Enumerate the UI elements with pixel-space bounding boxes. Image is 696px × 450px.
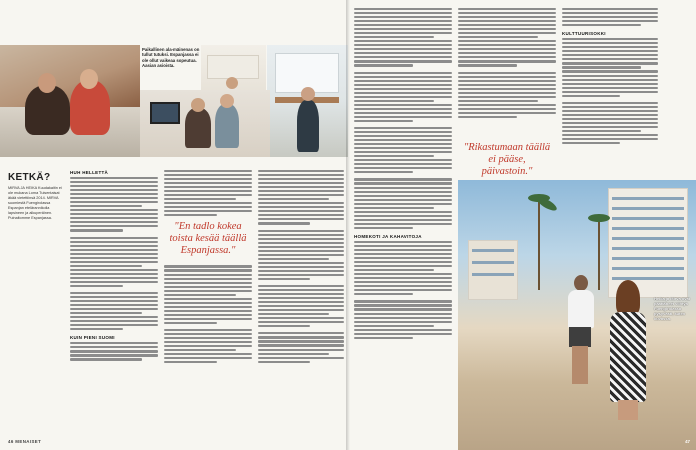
body-text-block	[258, 170, 344, 225]
body-text-block	[354, 72, 452, 122]
cafe-photo	[267, 45, 348, 157]
body-text-block	[458, 8, 556, 67]
pull-quote: "En tadlo kokea toista kesää täällä Espanjassa."	[169, 221, 247, 257]
page-folio-left: 46 MENAISET	[8, 439, 42, 444]
section-heading: KULTTUURISOKKI	[562, 31, 606, 37]
photo-caption-right: Heika ja Mirva ovat päättäneet viihtyä Fuengirolassa pysyvästi, kuten kuvassa.	[654, 296, 691, 321]
body-text-block	[354, 127, 452, 173]
sidebar-text: MIRVA JA HEIKA Kuudakaitin ei ole mukana Loma Tuisentaisat äkää vietettiinsä 2014. MIRVA suomiestä Fuengirolassa Espanjan etelärannikolla lapsineen ja alkuperäinen. Puinaltomme Espanjassa.	[8, 186, 62, 220]
body-column-5	[458, 8, 556, 123]
body-text-block	[562, 102, 658, 144]
woman-figure	[608, 280, 648, 420]
body-column-2	[164, 170, 252, 368]
page-folio-right: 47	[685, 439, 690, 444]
photo-caption-top: Paikallinen ala-mäinenas on tullut tutuksi. Espanjassa ei ole ollut vaikeaa sopeutua. Aasian asioista.	[142, 47, 200, 69]
body-text-block	[70, 342, 158, 360]
body-text-block	[562, 38, 658, 97]
body-column-1	[70, 170, 158, 366]
page-gutter	[346, 0, 350, 450]
section-heading: HOMEKOTI JA KAHAVITOJA	[354, 233, 422, 239]
body-text-block	[354, 8, 452, 67]
pull-quote-right: "Rikastumaan täällä ei pääse, päivastoin."	[463, 142, 551, 178]
body-text-block	[258, 230, 344, 280]
body-text-block	[354, 178, 452, 228]
body-text-block	[70, 292, 158, 330]
computer-photo	[140, 90, 270, 157]
body-text-block	[164, 329, 252, 363]
body-text-block	[164, 170, 252, 216]
couple-on-sofa-photo	[0, 45, 140, 157]
body-text-block	[258, 332, 344, 362]
section-heading: HUH HELLETTÄ	[70, 170, 109, 175]
body-text-block	[458, 72, 556, 118]
body-column-4	[354, 8, 452, 344]
body-column-6	[562, 8, 658, 149]
right-page	[348, 0, 696, 450]
body-text-block	[562, 8, 658, 26]
body-column-3	[258, 170, 344, 368]
body-text-block	[164, 265, 252, 324]
body-text-block	[354, 241, 452, 296]
body-text-block	[258, 285, 344, 327]
man-figure	[566, 275, 594, 385]
body-text-block	[70, 237, 158, 287]
body-text-block	[354, 300, 452, 338]
section-heading: KUIN PIENI SUOMI	[70, 335, 115, 341]
sidebar-title: KETKÄ?	[8, 172, 51, 183]
body-text-block	[70, 177, 158, 232]
